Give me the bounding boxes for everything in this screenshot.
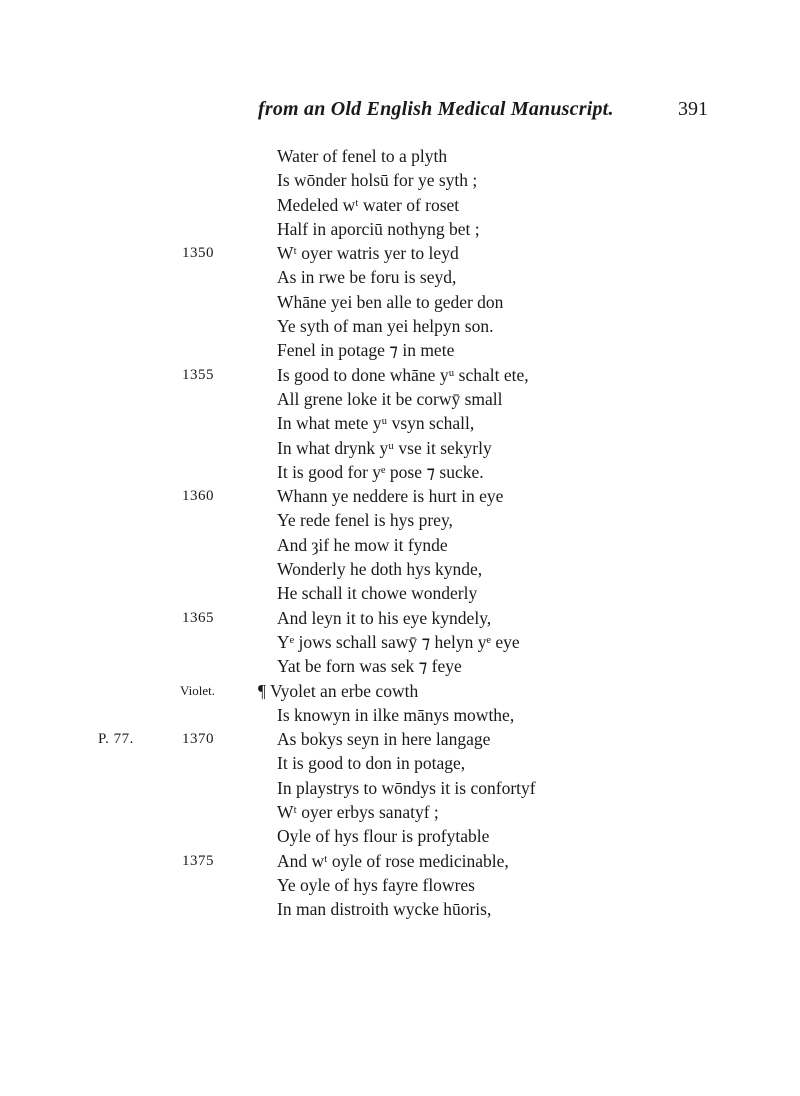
poem-line [0, 873, 800, 897]
poem-line [0, 484, 800, 508]
margin-note: Violet. [180, 682, 215, 698]
poem-line [0, 387, 800, 411]
poem-line [0, 193, 800, 217]
poem-line [0, 727, 800, 751]
poem-line [0, 606, 800, 630]
verse-text: Wᵗ oyer watris yer to leyd [277, 243, 459, 264]
verse-text: He schall it chowe wonderly [277, 583, 478, 604]
verse-text: Wᵗ oyer erbys sanatyf ; [277, 802, 439, 823]
poem-line [0, 411, 800, 435]
verse-text: All grene loke it be corwȳ small [277, 388, 503, 409]
poem-line [0, 581, 800, 605]
verse-text: And ȝif he mow it fynde [277, 534, 448, 555]
poem-line [0, 363, 800, 387]
line-number: 1360 [182, 488, 214, 505]
poem-line [0, 241, 800, 265]
line-number: 1375 [182, 852, 214, 869]
poem-line [0, 751, 800, 775]
verse-text: Whāne yei ben alle to geder don [277, 291, 504, 312]
verse-text: Whann ye neddere is hurt in eye [277, 486, 504, 507]
verse-text: Is good to done whāne yᵘ schalt ete, [277, 364, 529, 385]
page-number: 391 [678, 98, 708, 120]
poem-line [0, 144, 800, 168]
line-number: 1350 [182, 245, 214, 262]
poem-text [0, 144, 800, 922]
verse-text: Oyle of hys flour is profytable [277, 826, 490, 847]
line-number: 1370 [182, 731, 214, 748]
verse-text: ¶ Vyolet an erbe cowth [258, 680, 419, 701]
poem-line [0, 168, 800, 192]
poem-line [0, 508, 800, 532]
verse-text: It is good for yᵉ pose ⁊ sucke. [277, 461, 484, 482]
poem-line [0, 824, 800, 848]
poem-line [0, 460, 800, 484]
verse-text: Is knowyn in ilke mānys mowthe, [277, 704, 515, 725]
poem-line [0, 265, 800, 289]
poem-line [0, 314, 800, 338]
poem-line [0, 436, 800, 460]
verse-text: Medeled wᵗ water of roset [277, 194, 460, 215]
verse-text: Half in aporciū nothyng bet ; [277, 218, 480, 239]
poem-line [0, 679, 800, 703]
poem-line [0, 897, 800, 921]
verse-text: Ye syth of man yei helpyn son. [277, 316, 494, 337]
verse-text: Is wōnder holsū for ye syth ; [277, 170, 478, 191]
poem-line [0, 703, 800, 727]
verse-text: As bokys seyn in here langage [277, 729, 491, 750]
poem-line [0, 533, 800, 557]
verse-text: In playstrys to wōndys it is confortyf [277, 777, 536, 798]
running-title: from an Old English Medical Manuscript. [258, 98, 614, 120]
line-number: 1365 [182, 609, 214, 626]
verse-text: It is good to don in potage, [277, 753, 466, 774]
manuscript-page-ref: P. 77. [98, 731, 134, 748]
verse-text: Yat be forn was sek ⁊ feye [277, 656, 462, 677]
poem-line [0, 338, 800, 362]
poem-line [0, 290, 800, 314]
verse-text: As in rwe be foru is seyd, [277, 267, 457, 288]
verse-text: Ye rede fenel is hys prey, [277, 510, 453, 531]
verse-text: And wᵗ oyle of rose medicinable, [277, 850, 509, 871]
verse-text: Ye oyle of hys fayre flowres [277, 874, 475, 895]
poem-line [0, 800, 800, 824]
poem-line [0, 776, 800, 800]
verse-text: Wonderly he doth hys kynde, [277, 559, 483, 580]
verse-text: Water of fenel to a plyth [277, 146, 448, 166]
verse-text: In what drynk yᵘ vse it sekyrly [277, 437, 492, 458]
verse-text: In what mete yᵘ vsyn schall, [277, 413, 475, 434]
running-header [0, 98, 800, 128]
verse-text: In man distroith wycke hūoris, [277, 899, 492, 920]
verse-text: Fenel in potage ⁊ in mete [277, 340, 455, 361]
verse-text: Yᵉ jows schall sawȳ ⁊ helyn yᵉ eye [277, 631, 520, 652]
poem-line [0, 557, 800, 581]
poem-line [0, 630, 800, 654]
poem-line [0, 849, 800, 873]
poem-line [0, 217, 800, 241]
poem-line [0, 654, 800, 678]
line-number: 1355 [182, 366, 214, 383]
verse-text: And leyn it to his eye kyndely, [277, 607, 492, 628]
